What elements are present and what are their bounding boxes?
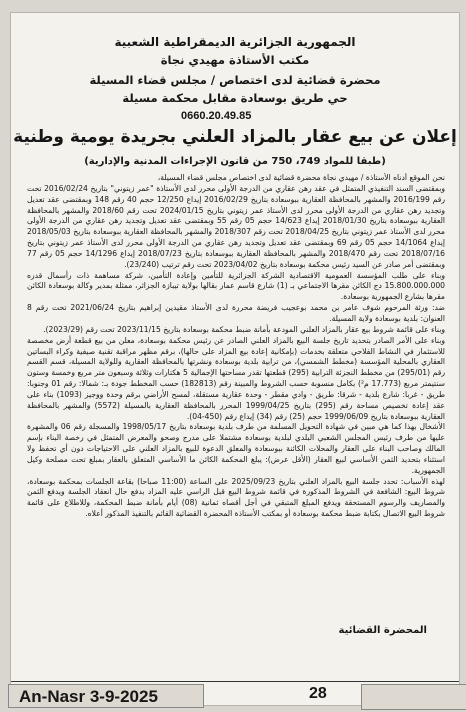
office-name: مكتب الأستاذة مهيدي نجاة: [160, 53, 310, 67]
body-paragraph: وبناء على قائمة شروط بيع عقار بالمزاد العلني المودعة بأمانة ضبط محكمة بوسعادة بتاريخ 2023/11/15 تحت رقم (2023/29).: [43, 324, 445, 334]
footer-divider: [11, 681, 459, 682]
body-paragraph: نحن الموقع أدناه الأستاذة / مهيدي نجاة محضرة قضائية لدى اختصاص مجلس قضاء المسيلة،: [157, 173, 445, 182]
body-paragraph: وبناء على طلب المؤسسة العمومية الاقتصادية الشركة الجزائرية للتأمين وإعادة التأمين، شركة مساهمة ذات رأسمال قدره 15.800.000.000 دج الكائن مقرها الاجتماعي بـ (1) شارع قاسم عمار بقالها بولاية تيبازة الجزائر، ممثلة بمدير وكالة بوسعادة الكائن مقرها بشارع الجمهورية بوسعادة.: [27, 270, 445, 302]
publication-date: An-Nasr 3-9-2025: [8, 684, 204, 708]
notice-title: إعلان عن بيع عقار بالمزاد العلني بجريدة يومية وطنية: [13, 127, 457, 147]
court-jurisdiction: محضرة قضائية لدى اختصاص / مجلس قضاء المسيلة: [89, 73, 381, 87]
republic-header: الجمهورية الجزائرية الديمقراطية الشعبية: [114, 35, 356, 49]
body-paragraph: وبمقتضى السند التنفيذي المتمثل في عقد رهن عقاري من الدرجة الأولى محرر لدى الأستاذة "عمر زيتوني" بتاريخ 2016/02/24 تحت رقم 2016/199 والمشهر بالمحافظة العقارية ببوسعادة بتاريخ 2016/02/29 إيداع 12/250 حجم 40 رقم 148 وبمقتضى عقد تعديل وتجديد رهن عقاري من الدرجة الأولى محرر لدى الأستاذ عمر زيتوني بتاريخ 2024/01/15 تحت رقم 2018/60 والمشهر بالمحافظة العقارية ببوسعادة بتاريخ 2018/01/30 إيداع 14/623 حجم 05 رقم 55 وبمقتضى عقد تعديل وتجديد رهن عقاري من الدرجة الأولى محرر لدى الأستاذ عمر زيتوني بتاريخ 2018/04/25 تحت رقم 2018/307 والمشهر بالمحافظة العقارية ببوسعادة بتاريخ 2018/05/03 إيداع 14/1064 حجم 05 رقم 69 وبمقتضى عقد تعديل وتجديد رهن عقاري من الدرجة الأولى محرر لدى الأستاذ عمر زيتوني بتاريخ 2018/07/16 تحت رقم 2018/470 والمشهر بالمحافظة العقارية ببوسعادة بتاريخ 2018/07/23 إيداع 14/1296 حجم 05 رقم 77 وبمقتضى أمر صادر عن السيد رئيس محكمة بوسعادة بتاريخ 2023/04/02 تحت رقم ترتيب (23/240).: [27, 183, 445, 269]
notice-subtitle: (طبقا للمواد 749، 750 من قانون الإجراءات المدنية والإدارية): [84, 156, 386, 167]
office-phone: 0660.20.49.85: [181, 110, 252, 122]
signature-label: المحضرة القضائية: [338, 625, 427, 636]
body-paragraph: لهذه الأسباب: تحدد جلسة البيع بالمزاد العلني بتاريخ 2025/09/23 على الساعة (11:00 صباحا) بقاعة الجلسات بمحكمة بوسعادة، شروط البيع: الشافعة في الشروط المذكورة في قائمة شروط البيع قبل الراسي عليه المزاد بدفع حال انعقاد الجلسة ويدفع الثمن والمصاريف والرسوم المستحقة ويدفع المبلغ المتبقي في أجل أقصاه ثمانية (08) أيام بأمانة ضبط المحكمة، وللاطلاع على قائمة شروط البيع الاتصال بكتابة ضبط محكمة بوسعادة أو بمكتب الأستاذة المحضرة القضائية القائم بالتنفيذ المذكور أعلاه.: [27, 476, 445, 519]
body-paragraph: ضد: ورثة المرحوم شوف عامر بن محمد بوعجيب فريضة محررة لدى الأستاذ مقيدين إبراهيم بتاريخ 2021/06/24 تحت رقم 8 العنوان: بلدية بوسعادة ولاية المسيلة.: [27, 303, 445, 323]
page-number: 28: [309, 685, 327, 702]
office-address: حي طريق بوسعادة مقابل محكمة مسيلة: [122, 91, 348, 105]
notice-body: [27, 173, 445, 628]
footer-banner: [361, 684, 466, 710]
body-paragraph: الأشخال بهذا كما هي مبين في شهادة التحويل المسلمة من طرف بلدية بوسعادة بتاريخ 1998/05/17 والمسجلة رقم 06 والمشهرة عليها من طرف رئيس المجلس الشعبي البلدي لبلدية بوسعادة مشتملا على مدرج وصحو والمعرض المتمثل في رخصة البناء بإسم المالك وصاحب البناء على العقار والمحلات الكائنة ببوسعادة والمعلق الدعوة للبيع بالمزاد العلني على الاحتياجات دون أي تحفظ ولا استثناء بتحديد الثمن الأساسي لبيع العقار (الأقل عرض): يبلغ المحكمة الكائن ما الأساسي المتعلق بالعقار بمبلغ تحت مصلحة وكيل الجمهورية.: [27, 422, 445, 475]
body-paragraph: وبناء على الأمر الصادر بتحديد تاريخ جلسة البيع بالمزاد العلني الصادر عن رئيس محكمة بوسعادة، معلن من بيع قطعة أرض مخصصة للاستثمار في النشاط الفلاحي متعلقة بخدمات (بإمكانية إعادة بيع المزاد على حالها)، برقم مظهر مراقبة تقنية صيفية وكراء البساتين العقاري بالمحلية المؤسسة (مخطط الشمسي)، من ترابية بلدية بوسعادة ونشرتها بالمحافظة العقارية وللولاية المسيلة، قسم القسم رقم (295/01) من مخطط النجزئة الترابية (295) قطعتها تقدر مساحتها الإجمالية 5 هكتارات وثلاثة وسبعون متر مربع وخمسة وستون سنتيمتر مربع (17.773 م²) بكامل منسوبة حسب الشروط والمبينة رقم (182813) حسب المخطط جودة بـ: شمالا: رقم 01 وجنوبا: طريق - غربا: شارع بلدية - شرقا: طريق - وادي مقطر - وحدة عقارية مستقلة، لمسح الأراضي برقم وحدة ووجيز (1093) بناء على عقد إعادة تخصيص مساحة رقم (295) بتاريخ 1999/04/25 المحرر بالمحافظة العقارية بالمسيلة (5572) والمشهر بالمحافظة العقارية ببوسعادة بتاريخ 1999/06/09 حجم (25) رقم (34) إيداع رقم (450-04).: [27, 335, 445, 421]
newspaper-page: [10, 12, 460, 706]
